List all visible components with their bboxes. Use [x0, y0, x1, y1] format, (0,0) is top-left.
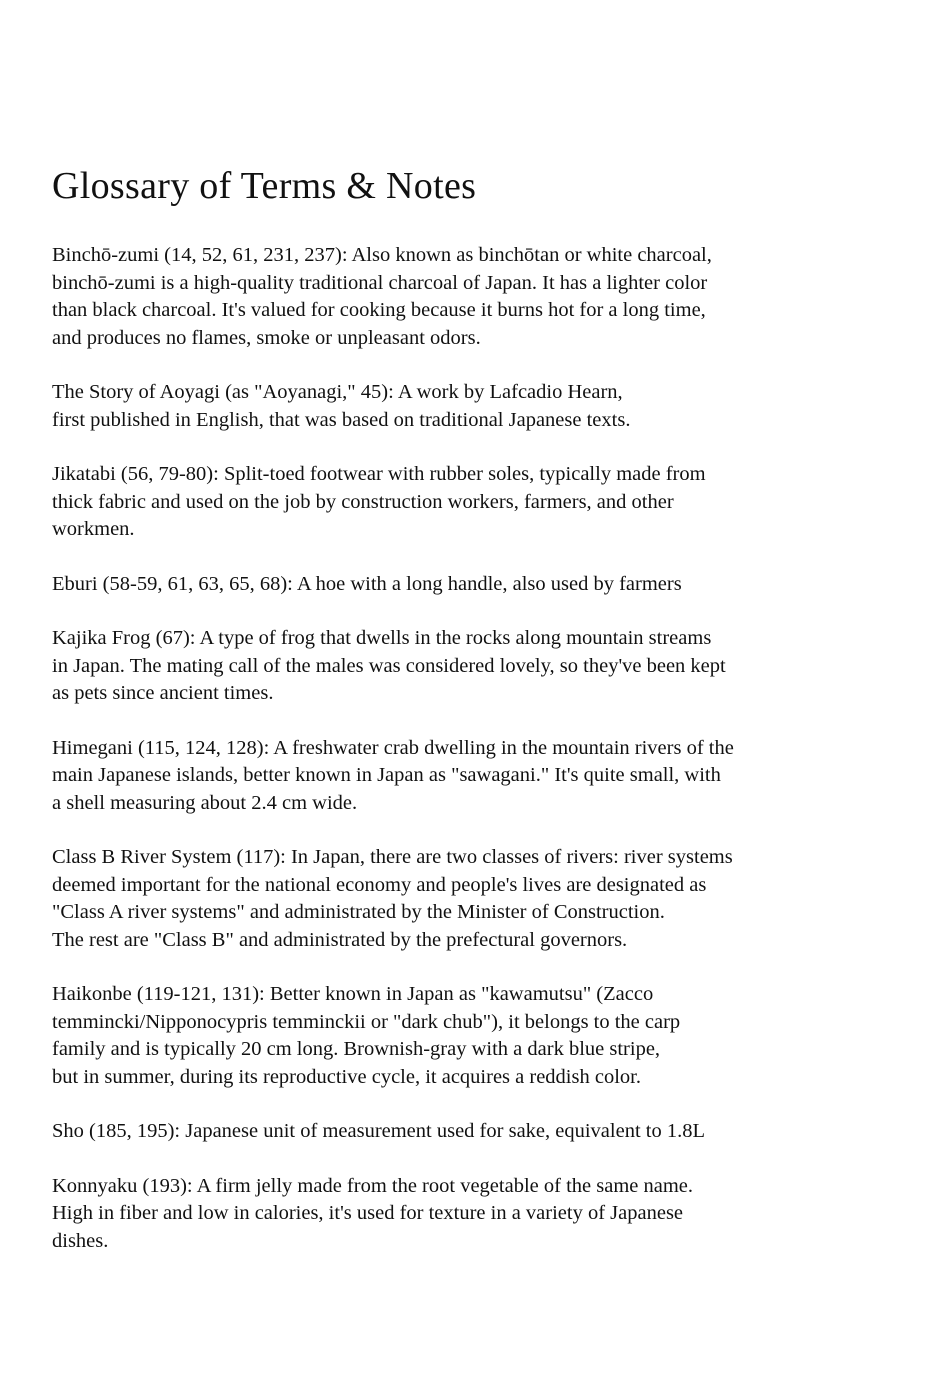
glossary-entry-sho: Sho (185, 195): Japanese unit of measurement used for sake, equivalent to 1.8L — [52, 1120, 705, 1142]
glossary-page — [52, 160, 912, 1282]
glossary-entry-konnyaku: Konnyaku (193): A firm jelly made from the root vegetable of the same name. High in fiber and low in calories, it's used for texture in a variety of Japanese dishes. — [52, 1174, 694, 1252]
glossary-entry-eburi: Eburi (58-59, 61, 63, 65, 68): A hoe with a long handle, also used by farmers — [52, 572, 682, 595]
glossary-entry-jikatabi: Jikatabi (56, 79-80): Split-toed footwear with rubber soles, typically made from thick fabric and used on the job by construction workers, farmers, and other workmen. — [52, 463, 706, 540]
glossary-entry-aoyagi: The Story of Aoyagi (as "Aoyanagi," 45): A work by Lafcadio Hearn, first published in English, that was based on traditional Japanese texts. — [52, 381, 631, 431]
glossary-entry-class-b-river: Class B River System (117): In Japan, there are two classes of rivers: river systems deemed important for the national economy and people's lives are designated as "Class A river systems" and administrated by the Minister of Construction. The rest are "Class B" and administrated by the prefectural governors. — [52, 846, 733, 951]
glossary-entry-kajika-frog: Kajika Frog (67): A type of frog that dwells in the rocks along mountain streams in Japan. The mating call of the males was considered lovely, so they've been kept as pets since ancient times. — [52, 627, 726, 704]
page-title: Glossary of Terms & Notes — [52, 165, 477, 207]
glossary-entry-bincho-zumi: Binchō-zumi (14, 52, 61, 231, 237): Also known as binchōtan or white charcoal, binchō-zumi is a high-quality traditional charcoal of Japan. It has a lighter color than black charcoal. It's valued for cooking because it burns hot for a long time, and produces no flames, smoke or unpleasant odors. — [52, 244, 712, 349]
glossary-entry-haikonbe: Haikonbe (119-121, 131): Better known in Japan as "kawamutsu" (Zacco temmincki/Nipponocypris temminckii or "dark chub"), it belongs to the carp family and is typically 20 cm long. Brownish-gray with a dark blue stripe, but in summer, during its reproductive cycle, it acquires a reddish color. — [52, 983, 681, 1088]
glossary-entry-himegani: Himegani (115, 124, 128): A freshwater crab dwelling in the mountain rivers of the main Japanese islands, better known in Japan as "sawagani." It's quite small, with a shell measuring about 2.4 cm wide. — [52, 736, 734, 814]
